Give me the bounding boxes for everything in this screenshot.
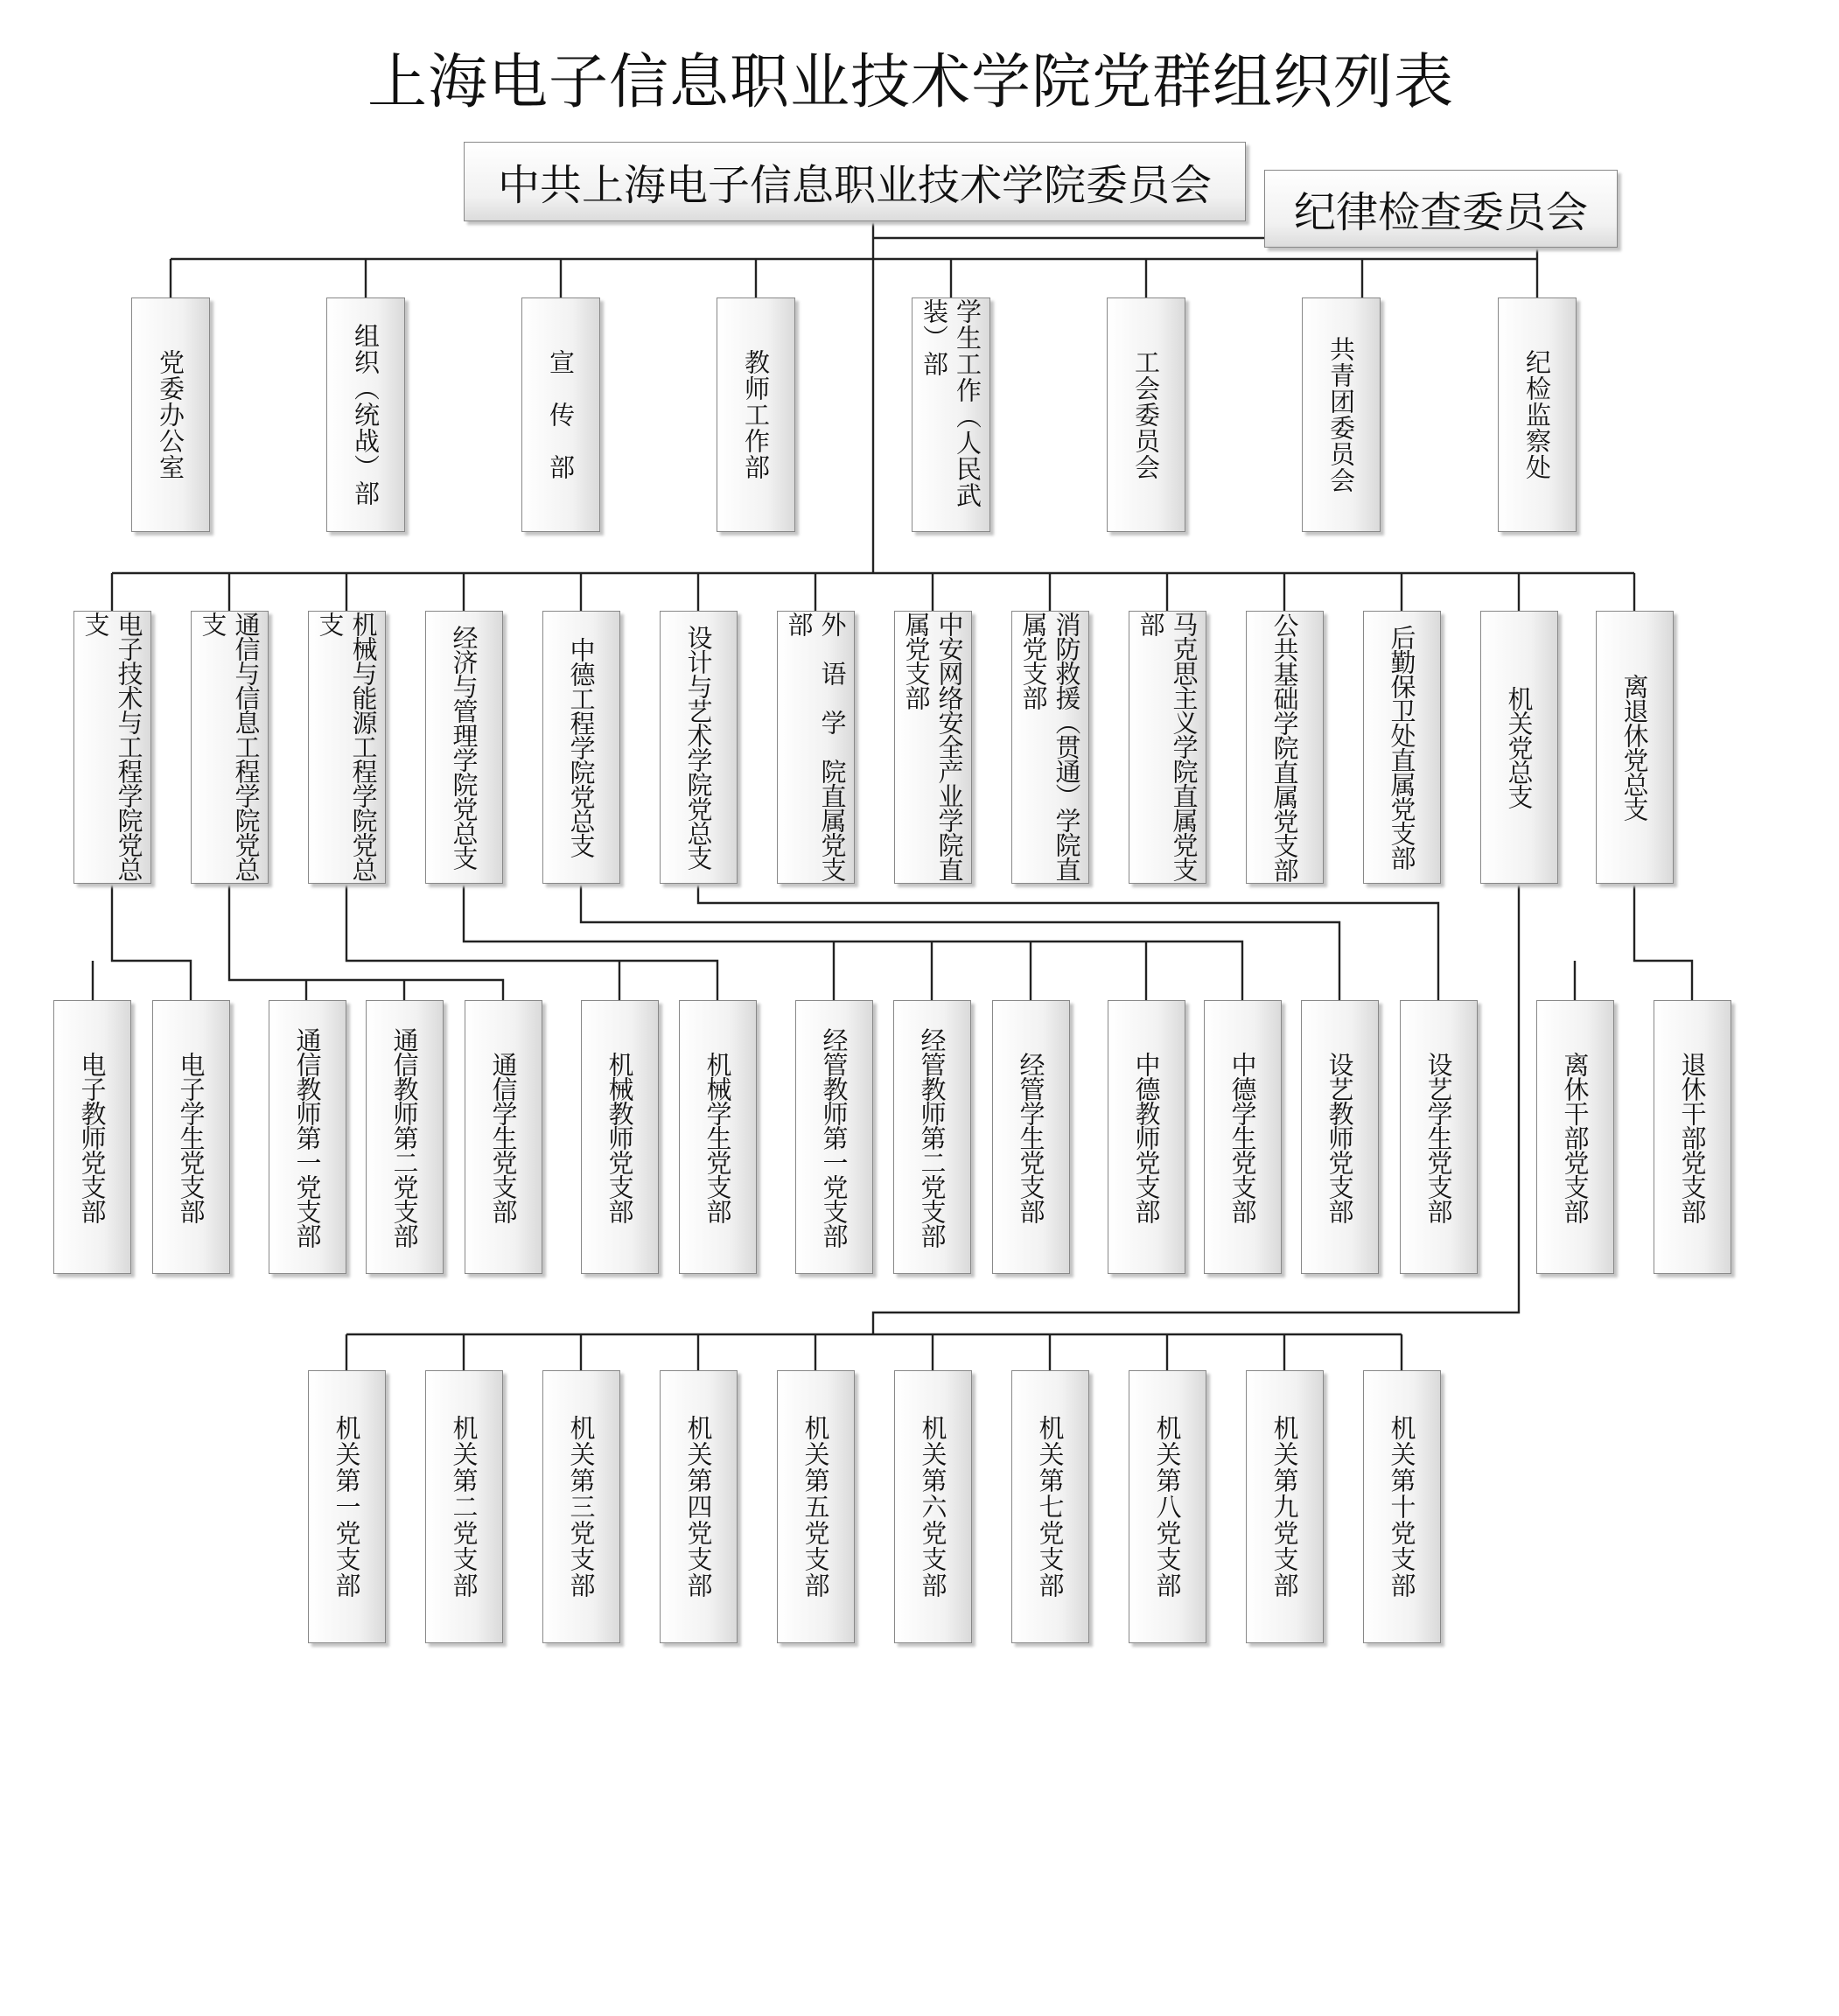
- department-box-label: 组织（统战）部: [351, 323, 381, 507]
- sub-branch-box-label: 机械学生党支部: [703, 1051, 733, 1223]
- sub-branch-box: [269, 1000, 346, 1274]
- organ-branch-box-label: 机关第六党支部: [918, 1415, 948, 1599]
- branch-box: [894, 611, 972, 884]
- department-box: [1107, 298, 1185, 532]
- organ-branch-box: [1011, 1370, 1089, 1643]
- sub-branch-box-label: 设艺学生党支部: [1423, 1051, 1454, 1223]
- sub-branch-box: [1301, 1000, 1379, 1274]
- organ-branch-box: [308, 1370, 386, 1643]
- branch-box: [73, 611, 151, 884]
- organ-branch-box: [425, 1370, 503, 1643]
- branch-box-label: 设计与艺术学院党总支: [683, 625, 714, 870]
- sub-branch-box: [1400, 1000, 1478, 1274]
- sub-branch-box: [893, 1000, 971, 1274]
- organ-branch-box: [660, 1370, 738, 1643]
- branch-box-label: 公共基础学院直属党支部: [1269, 612, 1300, 882]
- organ-branch-box: [542, 1370, 620, 1643]
- branch-box-label: 外 语 学 院直属党支部: [784, 612, 848, 881]
- sub-branch-box: [152, 1000, 230, 1274]
- department-box-label: 宣 传 部: [546, 349, 576, 480]
- branch-box: [1480, 611, 1558, 884]
- branch-box: [1011, 611, 1089, 884]
- department-box: [1498, 298, 1577, 532]
- chart-title: 上海电子信息职业技术学院党群组织列表: [367, 48, 1455, 117]
- sub-branch-box: [679, 1000, 757, 1274]
- branch-box: [1129, 611, 1206, 884]
- sub-branch-box: [465, 1000, 542, 1274]
- sub-branch-box: [1654, 1000, 1731, 1274]
- organ-branch-box-label: 机关第三党支部: [566, 1415, 597, 1599]
- department-box-label: 党委办公室: [156, 349, 185, 480]
- sub-branch-box: [53, 1000, 131, 1274]
- organ-branch-box-label: 机关第五党支部: [801, 1415, 831, 1599]
- sub-branch-box: [992, 1000, 1070, 1274]
- sub-branch-box-label: 电子教师党支部: [77, 1051, 108, 1223]
- branch-box-label: 机械与能源工程学院党总支: [315, 612, 379, 881]
- branch-box-label: 后勤保卫处直属党支部: [1387, 625, 1417, 870]
- branch-box: [425, 611, 503, 884]
- sub-branch-box-label: 电子学生党支部: [176, 1051, 206, 1223]
- branch-box: [308, 611, 386, 884]
- organ-branch-box-label: 机关第八党支部: [1152, 1415, 1183, 1599]
- department-box-label: 教师工作部: [741, 349, 771, 480]
- organ-branch-box-label: 机关第七党支部: [1035, 1415, 1066, 1599]
- branch-box-label: 中德工程学院党总支: [566, 637, 597, 858]
- branch-box: [191, 611, 269, 884]
- branch-box-label: 通信与信息工程学院党总支: [198, 612, 262, 881]
- sub-branch-box-label: 经管学生党支部: [1016, 1051, 1046, 1223]
- discipline-committee-box: 纪律检查委员会: [1264, 170, 1618, 248]
- branch-box-label: 中安网络安全产业学院直属党支部: [901, 612, 965, 881]
- branch-box-label: 马克思主义学院直属党支部: [1136, 612, 1199, 881]
- organ-branch-box-label: 机关第十党支部: [1387, 1415, 1417, 1599]
- branch-box-label: 离退休党总支: [1619, 674, 1650, 821]
- department-box: [131, 298, 210, 532]
- branch-box: [542, 611, 620, 884]
- branch-box-label: 电子技术与工程学院党总支: [80, 612, 144, 881]
- branch-box: [1363, 611, 1441, 884]
- department-box-label: 工会委员会: [1131, 349, 1161, 480]
- sub-branch-box-label: 退休干部党支部: [1677, 1051, 1708, 1223]
- sub-branch-box: [1536, 1000, 1614, 1274]
- sub-branch-box-label: 经管教师第二党支部: [917, 1026, 947, 1248]
- party-committee-box: 中共上海电子信息职业技术学院委员会: [464, 142, 1246, 221]
- sub-branch-box-label: 通信教师第一党支部: [292, 1026, 323, 1248]
- organ-branch-box-label: 机关第四党支部: [683, 1415, 714, 1599]
- organ-branch-box: [777, 1370, 855, 1643]
- organ-branch-box-label: 机关第九党支部: [1269, 1415, 1300, 1599]
- sub-branch-box: [1204, 1000, 1282, 1274]
- sub-branch-box-label: 通信学生党支部: [488, 1051, 519, 1223]
- sub-branch-box-label: 中德教师党支部: [1131, 1051, 1162, 1223]
- department-box: [521, 298, 600, 532]
- sub-branch-box-label: 机械教师党支部: [605, 1051, 635, 1223]
- sub-branch-box-label: 经管教师第一党支部: [819, 1026, 850, 1248]
- branch-box-label: 机关党总支: [1504, 686, 1535, 808]
- organ-branch-box: [1129, 1370, 1206, 1643]
- branch-box: [777, 611, 855, 884]
- sub-branch-box: [581, 1000, 659, 1274]
- sub-branch-box-label: 中德学生党支部: [1227, 1051, 1258, 1223]
- organ-branch-box: [1363, 1370, 1441, 1643]
- sub-branch-box: [366, 1000, 444, 1274]
- sub-branch-box-label: 离休干部党支部: [1560, 1051, 1591, 1223]
- branch-box: [1246, 611, 1324, 884]
- branch-box: [660, 611, 738, 884]
- organ-branch-box-label: 机关第一党支部: [332, 1415, 362, 1599]
- organ-branch-box-label: 机关第二党支部: [449, 1415, 479, 1599]
- organ-branch-box: [1246, 1370, 1324, 1643]
- department-box: [912, 298, 990, 532]
- department-box: [326, 298, 405, 532]
- department-box-label: 纪检监察处: [1522, 349, 1552, 480]
- sub-branch-box-label: 设艺教师党支部: [1325, 1051, 1355, 1223]
- department-box-label: 学生工作（人民武装）部: [920, 298, 982, 508]
- branch-box-label: 消防救援（贯通）学院直属党支部: [1018, 612, 1082, 881]
- department-box-label: 共青团委员会: [1326, 336, 1356, 494]
- sub-branch-box-label: 通信教师第二党支部: [389, 1026, 420, 1248]
- branch-box: [1596, 611, 1674, 884]
- department-box: [1302, 298, 1381, 532]
- organ-branch-box: [894, 1370, 972, 1643]
- sub-branch-box: [1108, 1000, 1185, 1274]
- branch-box-label: 经济与管理学院党总支: [449, 625, 479, 870]
- sub-branch-box: [795, 1000, 873, 1274]
- department-box: [717, 298, 795, 532]
